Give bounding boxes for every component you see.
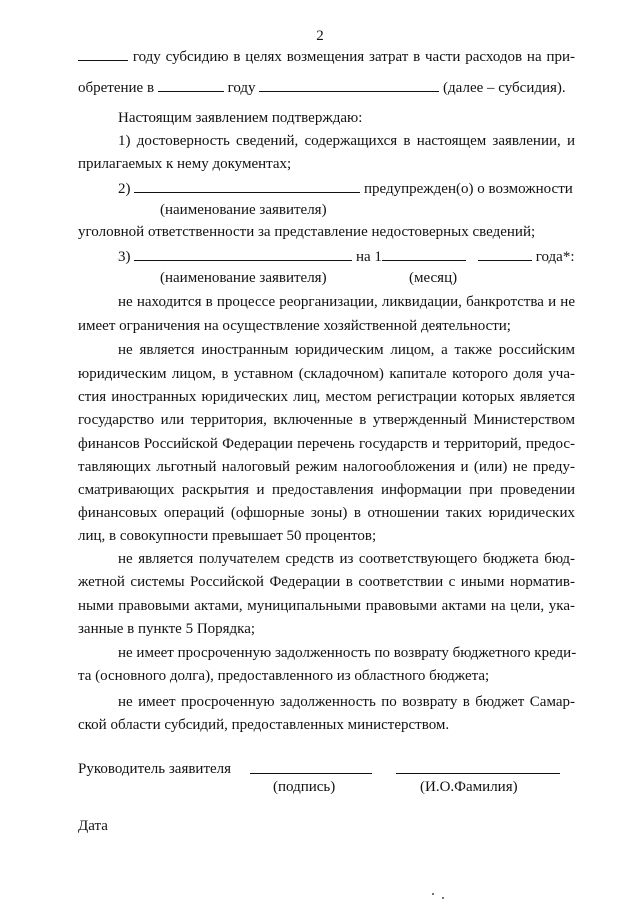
blank-month: [382, 246, 466, 261]
text-line-budget-1: не является получателем средств из соответствующего бюджета бюд-: [118, 551, 575, 567]
text-line-reorg: не находится в процессе реорганизации, ликвидации, банкротства и не: [118, 294, 575, 310]
text-line-foreign-5: финансов Российской Федерации перечень государств и территорий, предос-: [78, 436, 575, 452]
text-line-budget-3: ными правовыми актами, муниципальными правовыми актами на цели, ука-: [78, 598, 575, 614]
blank-applicant-name-2: [134, 246, 352, 261]
text-line-debt-1: не имеет просроченную задолженность по возврату бюджетного креди-: [118, 645, 577, 661]
text-line-debt-2-cont: ской области субсидий, предоставленных министерством.: [78, 717, 450, 733]
text-line-debt-1-cont: та (основного долга), предоставленного из областного бюджета;: [78, 668, 490, 684]
blank-year-2: [478, 246, 532, 261]
text-line-item-1: 1) достоверность сведений, содержащихся в настоящем заявлении, и: [118, 133, 575, 149]
text-line-budget-2: жетной системы Российской Федерации в соответствии с иными норматив-: [78, 574, 575, 590]
page-number: 2: [316, 28, 324, 44]
blank-purpose-field: [259, 77, 439, 92]
text-line-reorg-cont: имеет ограничения на осуществление хозяйственной деятельности;: [78, 318, 511, 334]
text-line-criminal-liability: уголовной ответственности за представление недостоверных сведений;: [78, 224, 536, 240]
text-line-item-3: 3) на 1 года*:: [118, 246, 575, 267]
text-line-item-1-cont: прилагаемых к нему документах;: [78, 156, 292, 172]
text-line-item-2: 2) предупрежден(о) о возможности: [118, 178, 575, 199]
blank-applicant-name-1: [134, 178, 360, 193]
text-line-subsidy-year: году субсидию в целях возмещения затрат в части расходов на при-: [78, 46, 575, 67]
blank-acquisition-year: [158, 77, 224, 92]
caption-full-name: (И.О.Фамилия): [420, 779, 518, 795]
text-line-foreign-2: юридическим лицом, в уставном (складочном) капитале которого доля уча-: [78, 366, 575, 382]
text-line-acquisition: обретение в году (далее – субсидия).: [78, 77, 575, 98]
caption-applicant-name-1: (наименование заявителя): [160, 202, 327, 218]
date-label: Дата: [78, 818, 108, 834]
text-line-foreign-6: тавляющих льготный налоговый режим налогообложения и (или) не преду-: [78, 459, 575, 475]
text-line-foreign-4: государство или территория, включенные в утвержденный Министерством: [78, 412, 575, 428]
blank-year-field: [78, 46, 128, 61]
signature-line: [250, 772, 372, 774]
scan-speck: [442, 897, 444, 899]
text-line-foreign-9: лиц, в совокупности превышает 50 процентов;: [78, 528, 377, 544]
text-line-foreign-7: сматривающих раскрытия и предоставления информации при проведении: [78, 482, 575, 498]
text-line-foreign-1: не является иностранным юридическим лицом, а также российским: [118, 342, 575, 358]
caption-signature: (подпись): [273, 779, 336, 795]
text-line-confirm: Настоящим заявлением подтверждаю:: [118, 110, 363, 126]
full-name-line: [396, 772, 560, 774]
caption-applicant-name-2: (наименование заявителя): [160, 270, 327, 286]
scan-speck: [432, 893, 434, 895]
text-line-foreign-3: стия иностранных юридических лиц, местом регистрации которых является: [78, 389, 575, 405]
signature-label: Руководитель заявителя: [78, 761, 232, 777]
caption-month: (месяц): [409, 270, 458, 286]
text-line-foreign-8: финансовых операций (офшорные зоны) в отношении таких юридических: [78, 505, 575, 521]
text-line-budget-4: занные в пункте 5 Порядка;: [78, 621, 256, 637]
text-line-debt-2: не имеет просроченную задолженность по возврату в бюджет Самар-: [118, 694, 575, 710]
